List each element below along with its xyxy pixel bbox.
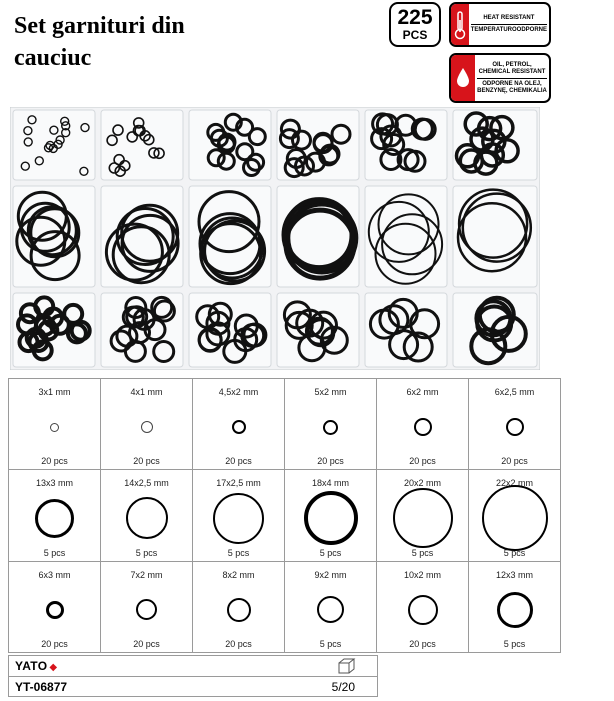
oring-qty-label: 5 pcs <box>319 547 342 558</box>
oring-qty-label: 20 pcs <box>225 456 252 467</box>
packaging-qty: 5/20 <box>331 680 355 694</box>
oring-size-label: 5x2 mm <box>314 387 347 397</box>
oring-cell <box>377 379 469 470</box>
oring-size-label: 3x1 mm <box>38 387 71 397</box>
oring-icon <box>136 599 157 620</box>
oring-cell <box>469 379 561 470</box>
yato-logo: YATO ◆ <box>15 659 58 673</box>
oring-cell <box>101 379 193 470</box>
oring-cell <box>9 379 101 470</box>
oring-qty-label: 5 pcs <box>319 638 342 649</box>
oring-qty-label: 5 pcs <box>135 547 158 558</box>
thermometer-icon <box>451 4 469 45</box>
oring-qty-label: 20 pcs <box>41 638 68 649</box>
page-title: Set garnituri din cauciuc <box>14 13 185 71</box>
oring-size-label: 10x2 mm <box>403 569 441 580</box>
oring-qty-label: 5 pcs <box>411 547 434 558</box>
pcs-count: 225 <box>397 6 433 29</box>
oring-qty-label: 20 pcs <box>133 456 160 467</box>
table-row <box>9 561 561 652</box>
heat-label-pl: TEMPERATUROODPORNE <box>470 27 547 33</box>
oring-cell <box>193 561 285 652</box>
part-number: YT-06877 <box>15 680 68 694</box>
oring-icon <box>408 595 438 625</box>
oring-cell <box>9 561 101 652</box>
product-photo <box>10 107 540 370</box>
box-compartment <box>189 293 271 367</box>
oring-cell <box>193 379 285 470</box>
oring-icon <box>232 420 246 434</box>
oring-icon <box>393 488 453 548</box>
oring-size-label: 17x2,5 mm <box>216 478 261 489</box>
oring-icon <box>227 598 251 622</box>
oring-icon <box>50 423 59 432</box>
oring-size-label: 7x2 mm <box>130 569 163 580</box>
size-table <box>8 378 561 653</box>
heat-resistant-badge <box>449 2 551 47</box>
oring-qty-label: 5 pcs <box>503 638 526 649</box>
oring-size-label: 6x2,5 mm <box>494 387 535 397</box>
oring-icon <box>323 420 338 435</box>
box-icon <box>337 658 357 679</box>
oring-icon <box>482 485 548 551</box>
oring-cell <box>101 470 193 561</box>
oring-icon <box>141 421 153 433</box>
oring-cell <box>469 561 561 652</box>
oring-cell <box>193 470 285 561</box>
oring-size-label: 9x2 mm <box>314 569 347 580</box>
oring-icon <box>506 418 524 436</box>
oring-size-label: 22x2 mm <box>495 478 533 489</box>
table-row <box>9 379 561 470</box>
oring-icon <box>35 499 74 538</box>
oil-label-pl: ODPORNE NA OLEJ, BENZYNĘ, CHEMIKALIA <box>477 80 547 94</box>
oring-cell <box>377 561 469 652</box>
oring-size-label: 12x3 mm <box>495 569 533 580</box>
oil-label-en: OIL, PETROL, CHEMICAL RESISTANT <box>478 61 546 75</box>
oring-icon <box>126 497 168 539</box>
oring-size-label: 4x1 mm <box>130 387 163 397</box>
oil-drop-icon <box>451 55 475 101</box>
oring-icon <box>304 491 358 545</box>
oring-cell <box>101 561 193 652</box>
pcs-unit: PCS <box>402 28 428 42</box>
table-row <box>9 470 561 561</box>
oring-size-label: 14x2,5 mm <box>124 478 169 489</box>
footer-table <box>8 655 378 697</box>
oil-resistant-badge <box>449 53 551 103</box>
oring-qty-label: 5 pcs <box>503 547 526 558</box>
oring-icon <box>46 601 64 619</box>
oring-cell <box>285 561 377 652</box>
oring-cell <box>377 470 469 561</box>
oring-qty-label: 20 pcs <box>225 638 252 649</box>
oring-qty-label: 5 pcs <box>43 547 66 558</box>
oring-qty-label: 20 pcs <box>41 456 68 467</box>
oring-size-label: 18x4 mm <box>311 478 349 489</box>
oring-icon <box>317 596 344 623</box>
oring-size-label: 6x2 mm <box>406 387 439 397</box>
oring-qty-label: 20 pcs <box>409 456 436 467</box>
oring-cell <box>285 470 377 561</box>
oring-cell <box>9 470 101 561</box>
box-compartment <box>365 186 447 287</box>
oring-size-label: 4,5x2 mm <box>218 387 259 397</box>
oring-size-label: 6x3 mm <box>38 569 71 580</box>
oring-icon <box>414 418 432 436</box>
oring-qty-label: 20 pcs <box>133 638 160 649</box>
oring-icon <box>497 592 533 628</box>
oring-icon <box>213 493 264 544</box>
oring-cell <box>285 379 377 470</box>
oring-size-label: 20x2 mm <box>403 478 441 489</box>
oring-qty-label: 20 pcs <box>409 638 436 649</box>
oring-qty-label: 5 pcs <box>227 547 250 558</box>
oring-size-label: 13x3 mm <box>35 478 73 489</box>
oring-qty-label: 20 pcs <box>317 456 344 467</box>
oring-qty-label: 20 pcs <box>501 456 528 467</box>
pcs-badge <box>389 2 441 47</box>
oring-cell <box>469 470 561 561</box>
heat-label-en: HEAT RESISTANT <box>483 15 535 21</box>
oring-size-label: 8x2 mm <box>222 569 255 580</box>
